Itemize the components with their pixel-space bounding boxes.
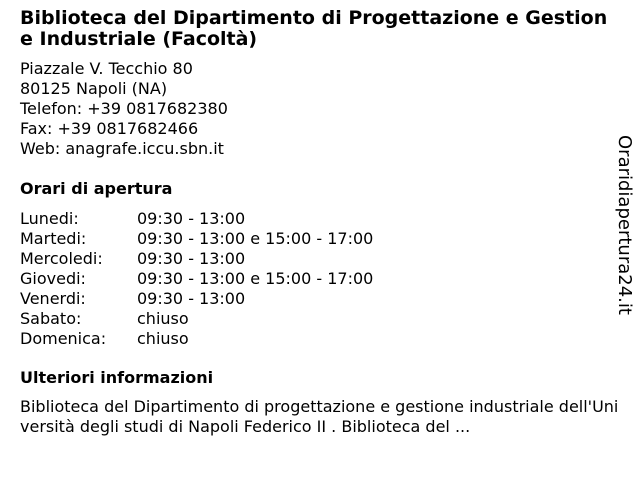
address-city: 80125 Napoli (NA) — [20, 79, 168, 98]
contact-block — [20, 59, 624, 159]
day-label: Giovedi: — [20, 269, 86, 288]
day-label: Sabato: — [20, 309, 82, 328]
day-label: Lunedi: — [20, 209, 79, 228]
phone-number: Telefon: +39 0817682380 — [20, 99, 228, 118]
time-value: 09:30 - 13:00 — [137, 209, 246, 228]
hours-row-tuesday — [20, 229, 624, 249]
day-label: Venerdi: — [20, 289, 86, 308]
time-value: chiuso — [137, 329, 189, 348]
info-description: Biblioteca del Dipartimento di progettazione e gestione industriale dell'Università degli studi di Napoli Federico II . Biblioteca del ... — [20, 397, 619, 436]
website: Web: anagrafe.iccu.sbn.it — [20, 139, 224, 158]
hours-row-sunday — [20, 329, 624, 349]
hours-row-wednesday — [20, 249, 624, 269]
day-label: Martedi: — [20, 229, 87, 248]
hours-row-thursday — [20, 269, 624, 289]
library-title: Biblioteca del Dipartimento di Progettazione e Gestione Industriale (Facoltà) — [20, 7, 608, 50]
fax-number: Fax: +39 0817682466 — [20, 119, 199, 138]
site-watermark: Oraridiapertura24.it — [614, 135, 635, 315]
hours-heading: Orari di apertura — [20, 179, 173, 198]
hours-row-saturday — [20, 309, 624, 329]
library-card — [20, 8, 624, 437]
time-value: 09:30 - 13:00 e 15:00 - 17:00 — [137, 269, 374, 288]
time-value: 09:30 - 13:00 e 15:00 - 17:00 — [137, 229, 374, 248]
day-label: Domenica: — [20, 329, 107, 348]
time-value: 09:30 - 13:00 — [137, 289, 246, 308]
time-value: 09:30 - 13:00 — [137, 249, 246, 268]
address-street: Piazzale V. Tecchio 80 — [20, 59, 193, 78]
hours-row-monday — [20, 209, 624, 229]
time-value: chiuso — [137, 309, 189, 328]
info-heading: Ulteriori informazioni — [20, 368, 214, 387]
hours-table — [20, 209, 624, 349]
day-label: Mercoledi: — [20, 249, 103, 268]
hours-row-friday — [20, 289, 624, 309]
